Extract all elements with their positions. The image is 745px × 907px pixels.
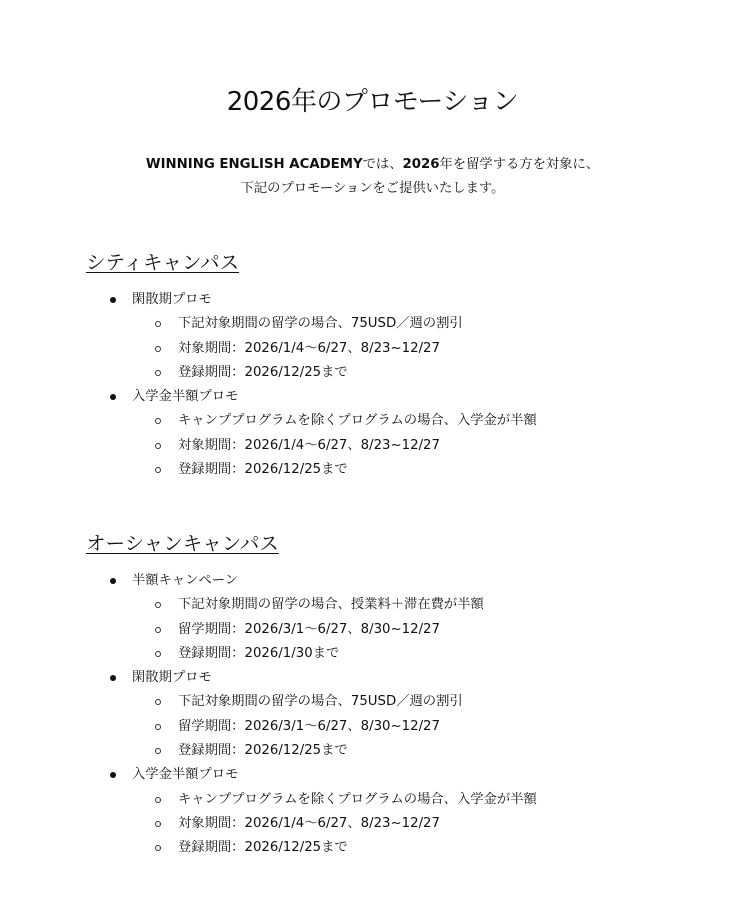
promo-label	[132, 763, 706, 787]
detail-item	[132, 434, 706, 458]
detail-text: 下記対象期間の留学の場合、75USD／週の割引	[178, 694, 463, 710]
detail-item	[132, 337, 706, 361]
promo-label	[132, 569, 706, 593]
circle-bullet-icon	[155, 602, 161, 608]
circle-bullet-icon	[155, 748, 161, 754]
bullet-icon	[110, 675, 116, 681]
detail-text: キャンププログラムを除くプログラムの場合、入学金が半額	[178, 791, 537, 807]
detail-item	[132, 312, 706, 336]
promo-item	[86, 569, 706, 666]
bullet-icon	[110, 578, 116, 584]
detail-item	[132, 836, 706, 860]
bullet-icon	[110, 394, 116, 400]
detail-item	[132, 458, 706, 482]
circle-bullet-icon	[155, 443, 161, 449]
promo-item	[86, 288, 706, 385]
detail-item	[132, 593, 706, 617]
circle-bullet-icon	[155, 797, 161, 803]
intro-text-a: では、	[362, 157, 403, 172]
circle-bullet-icon	[155, 821, 161, 827]
promo-label-text: 入学金半額プロモ	[132, 389, 239, 405]
circle-bullet-icon	[155, 467, 161, 473]
intro-paragraph	[0, 153, 745, 201]
intro-year: 2026	[402, 157, 440, 172]
detail-list	[132, 593, 706, 666]
detail-text: 対象期間：2026/1/4〜6/27、8/23~12/27	[178, 815, 440, 831]
detail-list	[132, 690, 706, 763]
circle-bullet-icon	[155, 346, 161, 352]
detail-text: 登録期間：2026/12/25まで	[178, 462, 348, 478]
section-heading: シティキャンパス	[86, 251, 240, 274]
intro-line-1	[0, 153, 745, 177]
detail-item	[132, 361, 706, 385]
detail-text: 下記対象期間の留学の場合、授業料＋滞在費が半額	[178, 597, 484, 613]
detail-text: 登録期間：2026/12/25まで	[178, 840, 348, 856]
intro-line-2: 下記のプロモーションをご提供いたします。	[240, 181, 505, 196]
promo-label	[132, 666, 706, 690]
promo-label	[132, 385, 706, 409]
section-ocean-campus	[86, 530, 706, 861]
detail-text: 下記対象期間の留学の場合、75USD／週の割引	[178, 316, 463, 332]
section-heading: オーシャンキャンパス	[86, 532, 279, 555]
page-title: 2026年のプロモーション	[226, 87, 519, 117]
detail-text: 登録期間：2026/1/30まで	[178, 645, 340, 661]
promo-list	[86, 569, 706, 861]
circle-bullet-icon	[155, 370, 161, 376]
detail-text: 登録期間：2026/12/25まで	[178, 743, 348, 759]
detail-list	[132, 788, 706, 861]
detail-text: 留学期間：2026/3/1〜6/27、8/30~12/27	[178, 718, 440, 734]
detail-text: 対象期間：2026/1/4〜6/27、8/23~12/27	[178, 340, 440, 356]
promo-item	[86, 385, 706, 482]
detail-item	[132, 812, 706, 836]
detail-list	[132, 409, 706, 482]
promo-label-text: 閑散期プロモ	[132, 670, 212, 686]
promo-item	[86, 763, 706, 860]
detail-text: キャンププログラムを除くプログラムの場合、入学金が半額	[178, 413, 537, 429]
circle-bullet-icon	[155, 418, 161, 424]
detail-text: 登録期間：2026/12/25まで	[178, 364, 348, 380]
detail-item	[132, 690, 706, 714]
detail-text: 留学期間：2026/3/1〜6/27、8/30~12/27	[178, 621, 440, 637]
circle-bullet-icon	[155, 651, 161, 657]
detail-text: 対象期間：2026/1/4〜6/27、8/23~12/27	[178, 437, 440, 453]
bullet-icon	[110, 297, 116, 303]
promo-label-text: 入学金半額プロモ	[132, 767, 239, 783]
detail-item	[132, 409, 706, 433]
promo-label-text: 閑散期プロモ	[132, 292, 212, 307]
detail-item	[132, 715, 706, 739]
circle-bullet-icon	[155, 627, 161, 633]
detail-item	[132, 642, 706, 666]
detail-item	[132, 618, 706, 642]
promo-item	[86, 666, 706, 763]
bullet-icon	[110, 772, 116, 778]
section-city-campus	[86, 249, 706, 482]
detail-item	[132, 739, 706, 763]
detail-item	[132, 788, 706, 812]
circle-bullet-icon	[155, 724, 161, 730]
intro-text-b: 年を留学する方を対象に、	[439, 157, 600, 172]
detail-list	[132, 312, 706, 385]
promo-label	[132, 288, 706, 312]
circle-bullet-icon	[155, 845, 161, 851]
promo-list	[86, 288, 706, 482]
academy-name: WINNING ENGLISH ACADEMY	[145, 157, 363, 172]
circle-bullet-icon	[155, 321, 161, 327]
circle-bullet-icon	[155, 699, 161, 705]
promo-label-text: 半額キャンペーン	[132, 573, 239, 588]
